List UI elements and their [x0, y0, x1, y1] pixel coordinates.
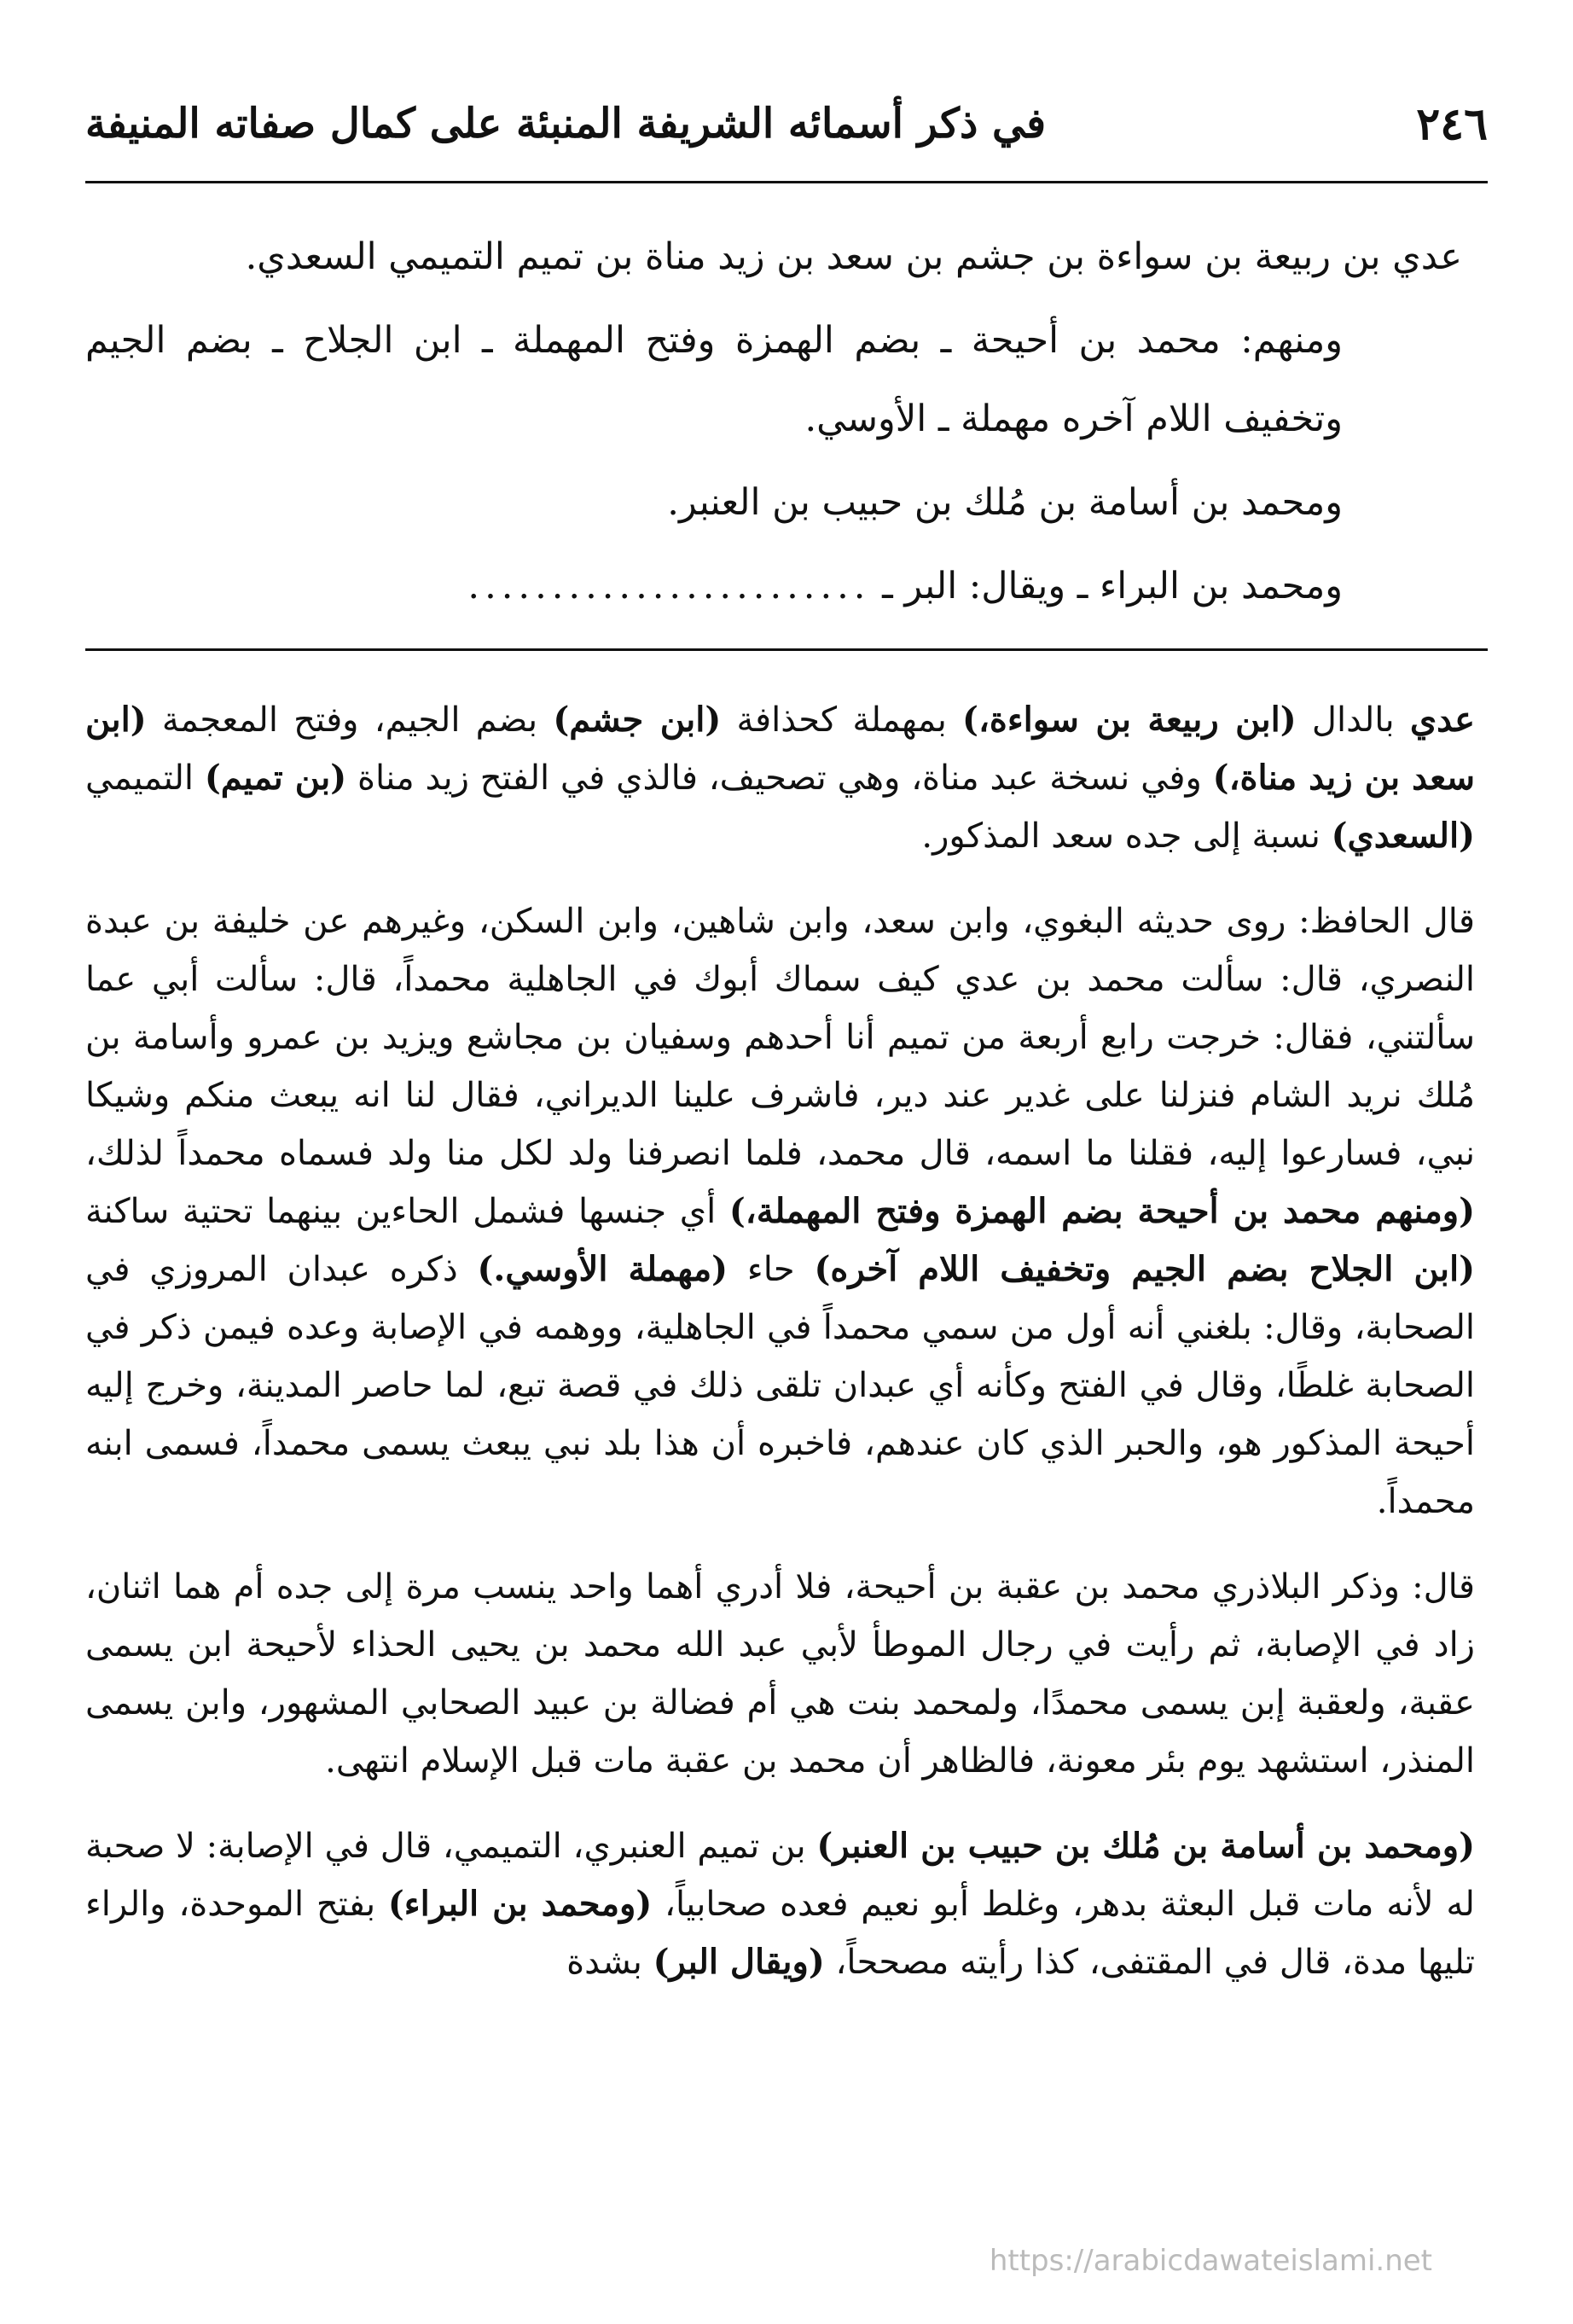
watermark-url: https://arabicdawateislami.net	[989, 2244, 1432, 2278]
commentary-segment: التميمي	[85, 758, 205, 798]
commentary-segment: بمهملة كحذافة	[721, 700, 963, 740]
quoted-matn-segment: (ابن ربيعة بن سواءة،)	[962, 700, 1297, 740]
quoted-matn-segment: (ابن سعد بن زيد مناة،)	[85, 700, 1475, 798]
commentary-segment: بالدال	[1296, 700, 1410, 740]
commentary-segment: ذكره عبدان المروزي في الصحابة، وقال: بلغني أنه أول من سمي محمداً في الجاهلية، ووهمه في الإصابة وعده فيمن ذكر في الصحابة غلطًا، وقال في الفتح وكأنه أي عبدان تلقى ذلك في قصة تبع، لما حاصر المدينة، وخرج إليه أحيحة المذكور هو، والحبر الذي كان عندهم، فاخبره أن هذا بلد نبي يبعث يسمى محمداً، فسمى ابنه محمداً.	[85, 1250, 1475, 1521]
commentary-segment: بشدة	[566, 1943, 653, 1982]
quoted-matn-segment: (السعدي)	[1331, 816, 1475, 856]
commentary-segment: بضم الجيم، وفتح المعجمة	[146, 700, 554, 740]
commentary-segment: وفي نسخة عبد مناة، وهي تصحيف، فالذي في الفتح زيد مناة	[346, 758, 1213, 798]
matn-line: ومحمد بن أسامة بن مُلك بن حبيب بن العنبر.	[667, 481, 1343, 524]
commentary-segment: بفتح الموحدة، والراء تليها مدة، قال في المقتفى، كذا رأيته مصححاً،	[85, 1885, 1475, 1982]
quoted-matn-segment: (بن تميم)	[204, 758, 347, 798]
matn-line-text: ومحمد بن البراء ـ ويقال: البر ـ	[882, 565, 1343, 607]
commentary-segment: حاء	[728, 1250, 815, 1289]
matn-line: ومنهم: محمد بن أحيحة ـ بضم الهمزة وفتح المهملة ـ ابن الجلاح ـ بضم الجيم وتخفيف اللام آخره مهملة ـ الأوسي.	[85, 319, 1343, 440]
commentary-segment: بن تميم العنبري، التميمي، قال في الإصابة: لا صحبة له لأنه مات قبل البعثة بدهر، وغلط أبو نعيم فعده صحابياً،	[85, 1827, 1475, 1924]
commentary-segment: قال الحافظ: روى حديثه البغوي، وابن سعد، وابن شاهين، وابن السكن، وغيرهم عن خليفة بن عبدة النصري، قال: سألت محمد بن عدي كيف سماك أبوك في الجاهلية محمداً، قال: سألت أبي عما سألتني، فقال: خرجت رابع أربعة من تميم أنا أحدهم وسفيان بن مجاشع ويزيد بن عمرو وأسامة بن مُلك نريد الشام فنزلنا على غدير عند دير، فاشرف علينا الديراني، فقال لنا انه يبعث منكم وشيكا نبي، فسارعوا إليه، فقلنا ما اسمه، قال محمد، فلما انصرفنا ولد لكل منا ولد فسماه محمداً لذلك،	[85, 902, 1475, 1173]
page-number: ٢٤٦	[1416, 97, 1488, 150]
commentary-text	[85, 691, 1475, 2019]
commentary-paragraph: قال: وذكر البلاذري محمد بن عقبة بن أحيحة، فلا أدري أهما واحد ينسب مرة إلى جده أم هما اثنان، زاد في الإصابة، ثم رأيت في رجال الموطأ لأبي عبد الله محمد بن يحيى الحذاء لأحيحة ابن يسمى عقبة، ولعقبة إبن يسمى محمدًا، ولمحمد بنت هي أم فضالة بن عبيد الصحابي المشهور، وابن يسمى المنذر، استشهد يوم بئر معونة، فالظاهر أن محمد بن عقبة مات قبل الإسلام انتهى.	[85, 1567, 1475, 1781]
commentary-paragraph	[85, 1817, 1475, 1991]
running-title: في ذكر أسمائه الشريفة المنبئة على كمال صفاته المنيفة	[85, 100, 1047, 148]
ellipsis-dots: ........................	[467, 565, 871, 607]
page-header	[85, 85, 1488, 162]
main-text	[85, 218, 1462, 630]
commentary-paragraph	[85, 691, 1475, 865]
quoted-matn-segment: (ابن الجلاح بضم الجيم وتخفيف اللام آخره)	[814, 1249, 1476, 1289]
matn-line: عدي بن ربيعة بن سواءة بن جشم بن سعد بن زيد مناة بن تميم التميمي السعدي.	[245, 235, 1462, 278]
quoted-matn-segment: (ويقال البر)	[653, 1942, 825, 1982]
quoted-matn-segment: (مهملة الأوسي.)	[477, 1249, 728, 1289]
commentary-segment: نسبة إلى جده سعد المذكور.	[921, 816, 1332, 856]
quoted-matn-segment: عدي	[1409, 700, 1475, 740]
quoted-matn-segment: (ابن جشم)	[553, 700, 722, 740]
quoted-matn-segment: (ومحمد بن البراء)	[387, 1884, 653, 1924]
commentary-paragraph	[85, 892, 1475, 1531]
commentary-segment: أي جنسها فشمل الحاءين بينهما تحتية ساكنة	[85, 1192, 729, 1231]
section-rule	[85, 648, 1488, 651]
matn-line	[85, 547, 1462, 625]
quoted-matn-segment: (ومحمد بن أسامة بن مُلك بن حبيب بن العنبر)	[816, 1826, 1476, 1866]
quoted-matn-segment: (ومنهم محمد بن أحيحة بضم الهمزة وفتح المهملة،)	[728, 1191, 1476, 1231]
header-rule	[85, 181, 1488, 183]
